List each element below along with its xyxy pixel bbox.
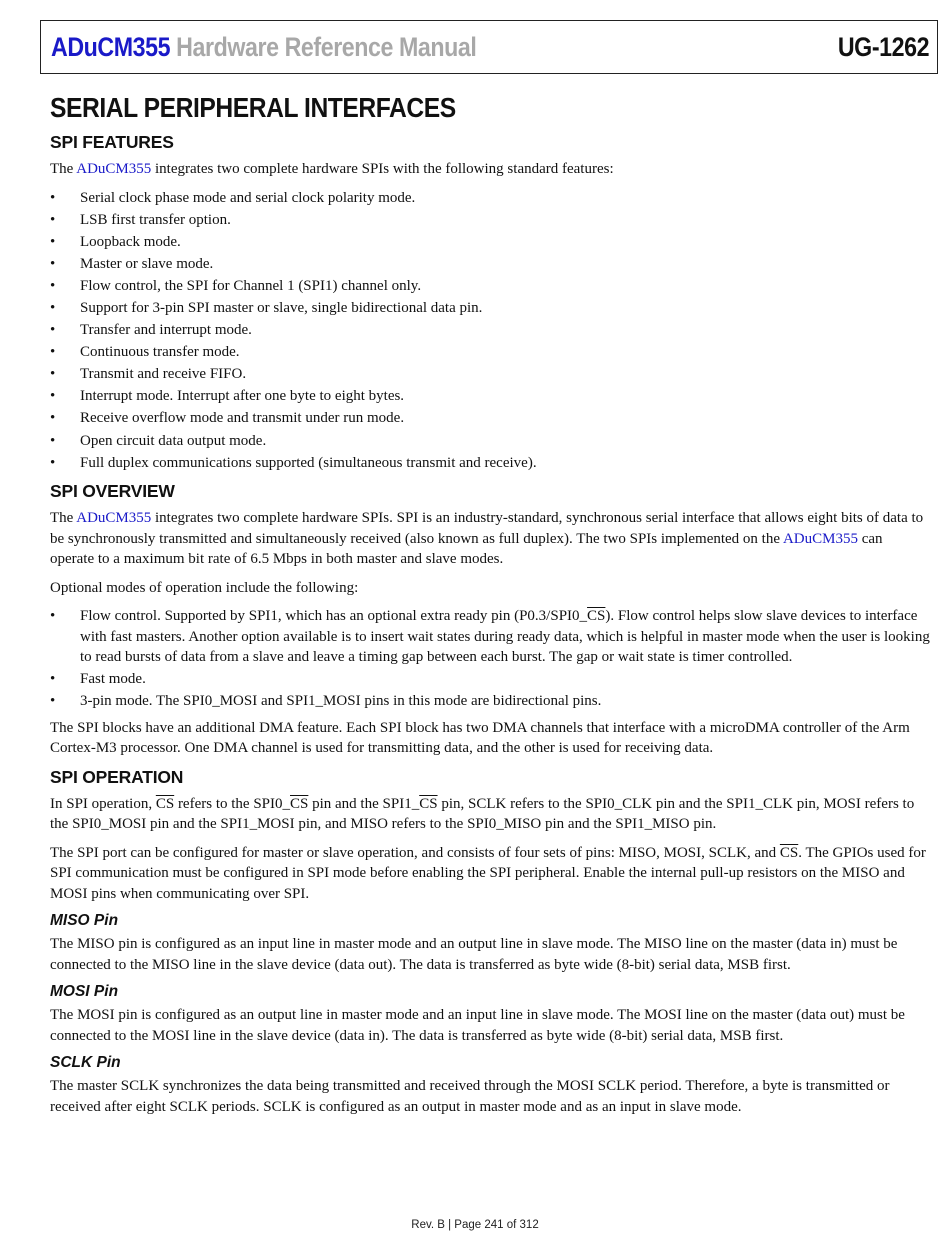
product-link[interactable]: ADuCM355 (76, 510, 152, 527)
operation-paragraph-1: In SPI operation, $\overline{CS}$ refers to the $SPI0\_\overline{CS}$ pin and the $SPI1\_\overline{CS}$ pin, SCLK refers to the SPI0_CLK pin and the SPI1_CLK pin, MOSI refers to the SPI0_MOSI pin and the SPI1_MOSI pin, and MISO refers to the SPI0_MISO pin and the SPI1_MISO pin. (50, 795, 915, 833)
overview-paragraph-3: The SPI blocks have an additional DMA feature. Each SPI block has two DMA channels that interface with a microDMA controller of the Arm Cortex-M3 processor. One DMA channel is used for transmitting data, and the other is used for receiving data. (50, 719, 910, 757)
list-item: • Flow control, the SPI for Channel 1 (SPI1) channel only. (50, 276, 930, 297)
miso-heading: MISO Pin (50, 912, 119, 930)
list-item: • LSB first transfer option. (50, 210, 930, 231)
header-subtitle: Hardware Reference Manual (176, 31, 477, 62)
list-item: • Full duplex communications supported (simultaneous transmit and receive). (50, 453, 930, 474)
list-item: • Transmit and receive FIFO. (50, 364, 930, 385)
features-heading: SPI FEATURES (50, 132, 174, 152)
list-item: • Master or slave mode. (50, 254, 930, 275)
page-footer: Rev. B | Page 241 of 312 (411, 1219, 539, 1231)
list-item: • Serial clock phase mode and serial clock polarity mode. (50, 188, 930, 209)
header-product: ADuCM355 (51, 31, 171, 62)
page-title: SERIAL PERIPHERAL INTERFACES (50, 92, 456, 123)
modes-list (50, 606, 930, 712)
header-title (51, 32, 476, 63)
features-intro: The ADuCM355 integrates two complete hardware SPIs with the following standard features: (50, 161, 614, 177)
list-item: • Continuous transfer mode. (50, 342, 930, 363)
list-item: • 3-pin mode. The SPI0_MOSI and SPI1_MOSI pins in this mode are bidirectional pins. (50, 691, 930, 712)
operation-paragraph-2: The SPI port can be configured for master or slave operation, and consists of four sets of pins: MISO, MOSI, SCLK, and $\overline{CS}$. The GPIOs used for SPI communication must be configured in SPI mode before enabling the SPI peripheral. Enable the internal pull-up resistors on the MISO and MOSI pins when communicating over SPI. (50, 844, 926, 902)
product-link[interactable]: ADuCM355 (782, 530, 858, 547)
mosi-heading: MOSI Pin (50, 983, 119, 1001)
list-item: • Fast mode. (50, 669, 930, 690)
header-doc-id: UG-1262 (837, 31, 929, 62)
features-list (50, 188, 930, 474)
list-item: • Flow control. Supported by SPI1, which has an optional extra ready pin $(P0.3/SPI0\_\overline{CS})$. Flow control helps slow slave devices to interface with fast masters. Another option available is to insert wait states during ready data, which is helpful in master mode when the user is looking to read bursts of data from a slave and leave a timing gap between each burst. The gap or wait state is timer controlled. (50, 606, 930, 668)
overview-paragraph-2: Optional modes of operation include the following: (50, 579, 359, 596)
overview-heading: SPI OVERVIEW (50, 481, 175, 502)
mosi-paragraph: The MOSI pin is configured as an output line in master mode and an input line in slave mode. The MOSI line on the master (data out) must be connected to the MOSI line in the slave device (data in). The data is transferred as byte wide (8-bit) serial data, MSB first. (50, 1007, 905, 1044)
miso-paragraph: The MISO pin is configured as an input line in master mode and an output line in slave mode. The MISO line on the master (data in) must be connected to the MISO line in the slave device (data out). The data is transferred as byte wide (8-bit) serial data, MSB first. (50, 936, 898, 973)
list-item: • Loopback mode. (50, 232, 930, 253)
sclk-heading: SCLK Pin (50, 1054, 121, 1072)
product-link[interactable]: ADuCM355 (76, 161, 152, 177)
page-content (50, 92, 930, 1125)
list-item: • Receive overflow mode and transmit under run mode. (50, 408, 930, 429)
overview-paragraph-1: The ADuCM355 integrates two complete hardware SPIs. SPI is an industry-standard, synchronous serial interface that allows eight bits of data to be synchronously transmitted and simultaneously received (also known as full duplex). The two SPIs implemented on the ADuCM355 can operate to a maximum bit rate of 6.5 Mbps in both master and slave modes. (50, 510, 924, 568)
operation-heading: SPI OPERATION (50, 766, 184, 787)
list-item: • Support for 3-pin SPI master or slave, single bidirectional data pin. (50, 298, 930, 319)
list-item: • Transfer and interrupt mode. (50, 320, 930, 341)
page-header (40, 20, 938, 74)
sclk-paragraph: The master SCLK synchronizes the data being transmitted and received through the MOSI SCLK period. Therefore, a byte is transmitted or received after eight SCLK periods. SCLK is configured as an output in master mode and as an input in slave mode. (50, 1078, 890, 1115)
list-item: • Interrupt mode. Interrupt after one byte to eight bytes. (50, 386, 930, 407)
list-item: • Open circuit data output mode. (50, 431, 930, 452)
